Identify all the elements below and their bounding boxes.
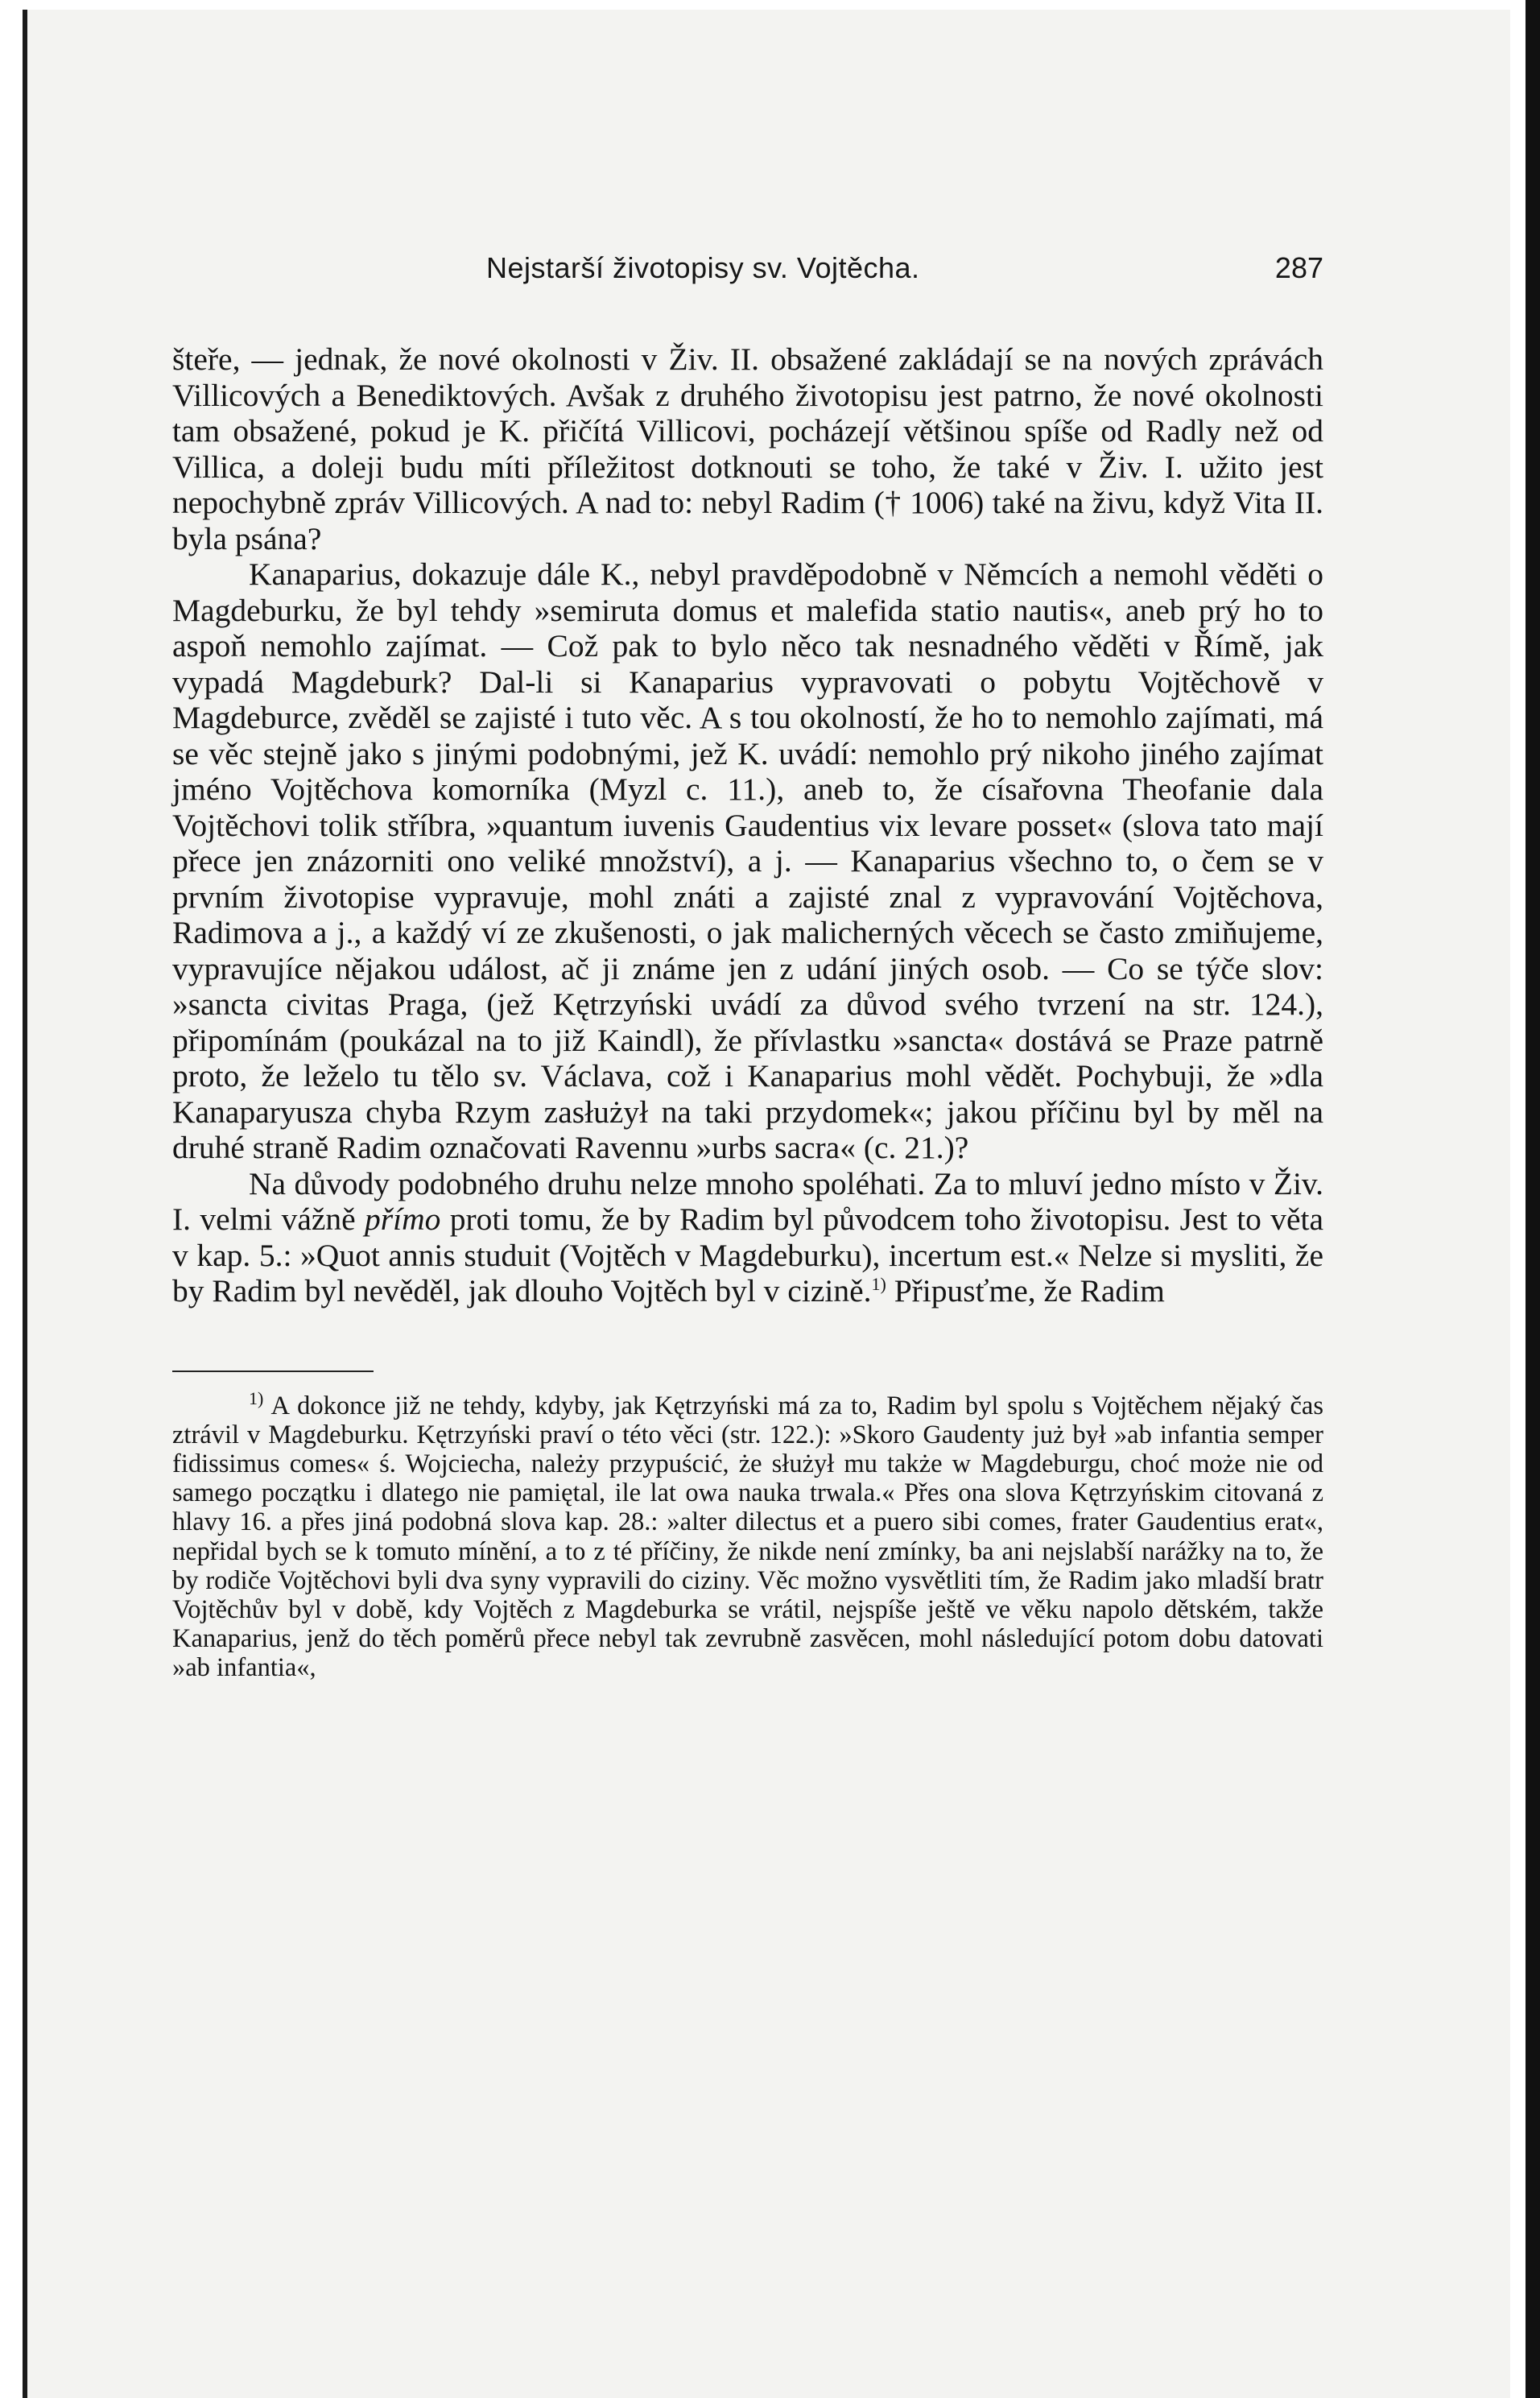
text-block	[172, 251, 1323, 1683]
running-head-title: Nejstarší životopisy sv. Vojtěcha.	[486, 251, 920, 284]
paragraph-3-start: Na důvody podobného druhu nelze mnoho spoléhati. Za to mluví jedno místo v Živ. I. velmi vážně	[172, 1165, 1323, 1237]
page-number: 287	[1274, 251, 1323, 284]
running-head	[172, 251, 1323, 303]
paragraph-3	[172, 1166, 1323, 1309]
paragraph-3-middle: proti tomu, že by Radim byl původcem toho životopisu. Jest to věta v kap. 5.: »Quot annis studuit (Vojtěch v Magdeburku), incertum est.« Nelze si mysliti, že by Radim byl nevěděl, jak dlouho Vojtěch byl v cizině.	[172, 1201, 1324, 1309]
body-text	[172, 341, 1323, 1309]
paragraph-3-end: Připusťme, že Radim	[894, 1273, 1165, 1309]
footnote-reference: 1)	[871, 1273, 886, 1294]
italic-word: přímo	[365, 1201, 441, 1237]
footnote-marker: 1)	[249, 1387, 264, 1408]
scanned-page	[23, 10, 1510, 2398]
footnote-text: A dokonce již ne tehdy, kdyby, jak Kętrzyński má za to, Radim byl spolu s Vojtěchem nějaký čas ztrávil v Magdeburku. Kętrzyński praví o této věci (str. 122.): »Skoro Gaudenty już był »ab infantia semper fidissimus comes« ś. Wojciecha, należy przypuścić, że służył mu także w Magdeburgu, choć może nie od samego początku i dlatego nie pamiętal, ile lat owa nauka trwala.« Přes ona slova Kętrzyńskim citovaná z hlavy 16. a přes jiná podobná slova kap. 28.: »alter dilectus et a puero sibi comes, frater Gaudentius erat«, nepřidal bych se k tomuto mínění, a to z té příčiny, že nikde není zmínky, ba ani nejslabší narážky na to, že by rodiče Vojtěchovi byli dva syny vypravili do ciziny. Věc možno vysvětliti tím, že Radim jako mladší bratr Vojtěchův byl v době, kdy Vojtěch z Magdeburka se vrátil, nejspíše ještě ve věku napolo dětském, takže Kanaparius, jenž do těch poměrů přece nebyl tak zevrubně zasvěcen, mohl následující potom dobu datovati »ab infantia«,	[172, 1391, 1323, 1683]
paragraph-1: šteře, — jednak, že nové okolnosti v Živ. II. obsažené zakládají se na nových zprávách Villicových a Benediktových. Avšak z druhého životopisu jest patrno, že nové okolnosti tam obsažené, pokud je K. přičítá Villicovi, pocházejí většinou spíše od Radly než od Villica, a doleji budu míti příležitost dotknouti se toho, že také v Živ. I. užito jest nepochybně zpráv Villicových. A nad to: nebyl Radim († 1006) také na živu, když Vita II. byla psána?	[172, 341, 1323, 556]
footnote-divider	[172, 1371, 374, 1372]
scan-edge	[1526, 0, 1540, 2398]
footnote	[172, 1387, 1323, 1683]
footnote-paragraph	[172, 1387, 1323, 1683]
paragraph-2: Kanaparius, dokazuje dále K., nebyl pravděpodobně v Němcích a nemohl věděti o Magdeburku, že byl tehdy »semiruta domus et malefida statio nautis«, aneb prý ho to aspoň nemohlo zajímat. — Což pak to bylo něco tak nesnadného věděti v Římě, jak vypadá Magdeburk? Dal-li si Kanaparius vypravovati o pobytu Vojtěchově v Magdeburce, zvěděl se zajisté i tuto věc. A s tou okolností, že ho to nemohlo zajímati, má se věc stejně jako s jinými podobnými, jež K. uvádí: nemohlo prý nikoho jiného zajímat jméno Vojtěchova komorníka (Myzl c. 11.), aneb to, že císařovna Theofanie dala Vojtěchovi tolik stříbra, »quantum iuvenis Gaudentius vix levare posset« (slova tato mají přece jen znázorniti ono veliké množství), a j. — Kanaparius všechno to, o čem se v prvním životopise vypravuje, mohl znáti a zajisté znal z vypravování Vojtěchova, Radimova a j., a každý ví ze zkušenosti, o jak malicherných věcech se často zmiňujeme, vypravujíce nějakou událost, ač ji známe jen z udání jiných osob. — Co se týče slov: »sancta civitas Praga, (jež Kętrzyński uvádí za důvod svého tvrzení na str. 124.), připomínám (poukázal na to již Kaindl), že přívlastku »sancta« dostává se Praze patrně proto, že leželo tu tělo sv. Václava, což i Kanaparius mohl vědět. Pochybuji, že »dla Kanaparyusza chyba Rzym zasłużył na taki przydomek«; jakou příčinu byl by měl na druhé straně Radim označovati Ravennu »urbs sacra« (c. 21.)?	[172, 556, 1323, 1165]
